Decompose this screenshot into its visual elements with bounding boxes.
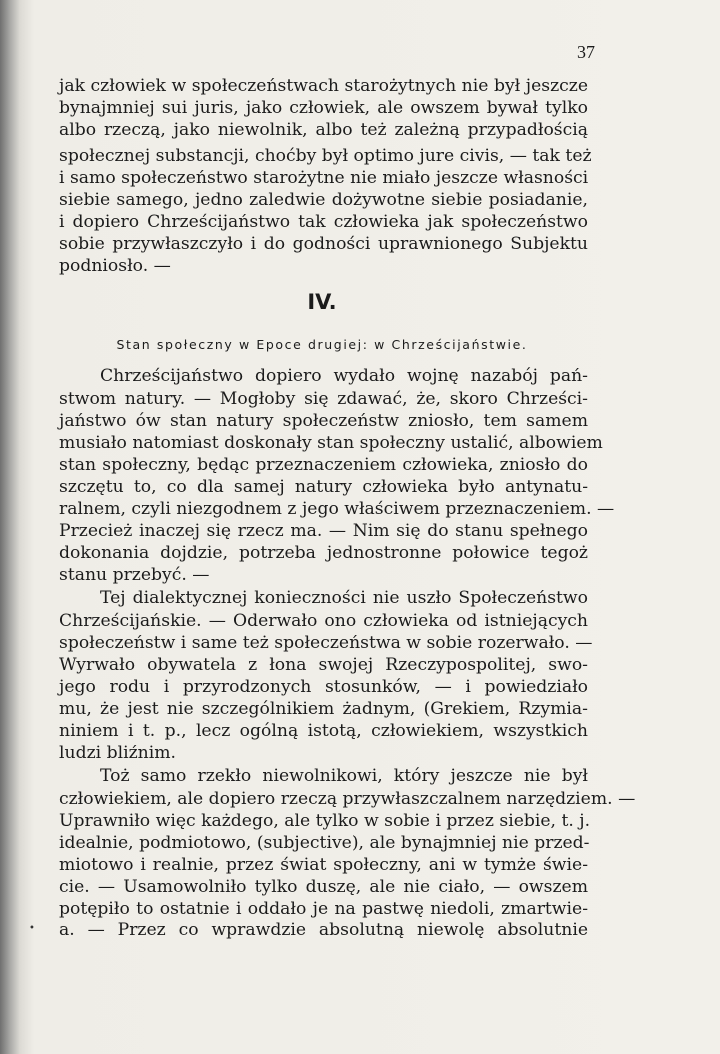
text-line: Wyrwało obywatela z łona swojej Rzeczypospolitej, swo- bbox=[59, 655, 588, 675]
text-line: jak człowiek w społeczeństwach starożytnych nie był jeszcze bbox=[59, 76, 588, 96]
text-line: a. — Przez co wprawdzie absolutną niewolę absolutnie bbox=[59, 920, 588, 940]
text-line: ludzi bliźnim. bbox=[59, 743, 176, 763]
text-line: bynajmniej sui juris, jako człowiek, ale owszem bywał tylko bbox=[59, 98, 588, 118]
text-line: człowiekiem, ale dopiero rzeczą przywłaszczalnem narzędziem. — bbox=[59, 789, 636, 809]
text-line: musiało natomiast doskonały stan społeczny ustalić, albowiem bbox=[59, 433, 603, 453]
text-line: Chrześcijaństwo dopiero wydało wojnę nazabój pań- bbox=[100, 366, 588, 386]
text-line: Tej dialektycznej konieczności nie uszło Społeczeństwo bbox=[100, 588, 588, 608]
text-line: idealnie, podmiotowo, (subjective), ale bynajmniej nie przed- bbox=[59, 833, 590, 853]
text-line: albo rzeczą, jako niewolnik, albo też zależną przypadłością bbox=[59, 120, 588, 140]
text-line: jego rodu i przyrodzonych stosunków, — i powiedziało bbox=[59, 677, 588, 697]
text-line: i dopiero Chrześcijaństwo tak człowieka jak społeczeństwo bbox=[59, 212, 588, 232]
page-number: 37 bbox=[577, 42, 595, 62]
text-line: niniem i t. p., lecz ogólną istotą, człowiekiem, wszystkich bbox=[59, 721, 588, 741]
text-line: dokonania dojdzie, potrzeba jednostronne połowice tegoż bbox=[59, 543, 588, 563]
text-line: Toż samo rzekło niewolnikowi, który jeszcze nie był bbox=[100, 766, 588, 786]
text-line: cie. — Usamowolniło tylko duszę, ale nie ciało, — owszem bbox=[59, 877, 588, 897]
text-line: sobie przywłaszczyło i do godności uprawnionego Subjektu bbox=[59, 234, 588, 254]
text-line: siebie samego, jedno zaledwie dożywotne siebie posiadanie, bbox=[59, 190, 588, 210]
text-line: ralnem, czyli niezgodnem z jego właściwem przeznaczeniem. — bbox=[59, 499, 615, 519]
chapter-heading: IV. bbox=[307, 290, 337, 314]
text-line: stanu przebyć. — bbox=[59, 565, 210, 585]
text-line: jaństwo ów stan natury społeczeństw zniosło, tem samem bbox=[59, 411, 588, 431]
text-line: podniosło. — bbox=[59, 256, 171, 276]
text-line: miotowo i realnie, przez świat społeczny, ani w tymże świe- bbox=[59, 855, 588, 875]
text-line: społeczeństw i same też społeczeństwa w sobie rozerwało. — bbox=[59, 633, 593, 653]
text-line: i samo społeczeństwo starożytne nie miało jeszcze własności bbox=[59, 168, 589, 188]
margin-mark: • bbox=[29, 923, 35, 934]
text-line: Uprawniło więc każdego, ale tylko w sobie i przez siebie, t. j. bbox=[59, 811, 591, 831]
text-line: stwom natury. — Mogłoby się zdawać, że, skoro Chrześci- bbox=[59, 389, 588, 409]
chapter-subtitle: Stan społeczny w Epoce drugiej: w Chrześcijaństwie. bbox=[116, 337, 528, 352]
text-line: społecznej substancji, choćby był optimo jure civis, — tak też bbox=[59, 146, 592, 166]
text-line: mu, że jest nie szczególnikiem żadnym, (Grekiem, Rzymia- bbox=[59, 699, 588, 719]
text-line: potępiło to ostatnie i oddało je na pastwę niedoli, zmartwie- bbox=[59, 899, 588, 919]
text-line: Przecież inaczej się rzecz ma. — Nim się do stanu spełnego bbox=[59, 521, 588, 541]
text-line: szczętu to, co dla samej natury człowieka było antynatu- bbox=[59, 477, 588, 497]
text-line: Chrześcijańskie. — Oderwało ono człowieka od istniejących bbox=[59, 611, 588, 631]
text-line: stan społeczny, będąc przeznaczeniem człowieka, zniosło do bbox=[59, 455, 588, 475]
